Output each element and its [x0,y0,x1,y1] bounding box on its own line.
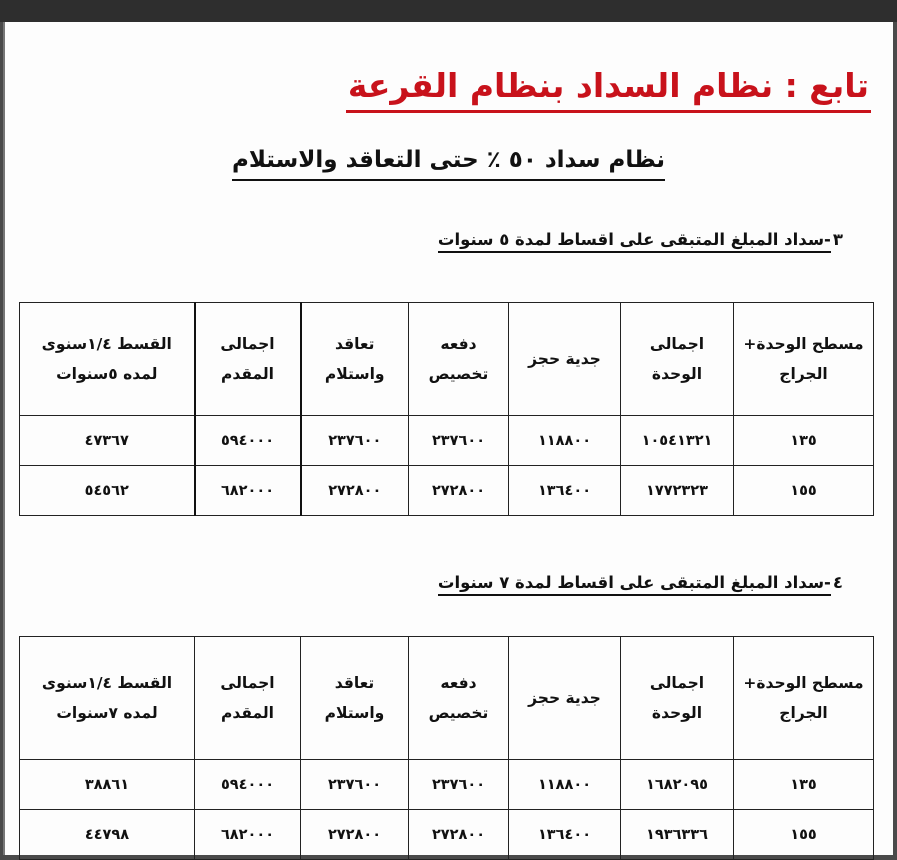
table-row [20,810,874,860]
cell-unit-total: ١٩٣٦٣٣٦ [621,810,734,860]
cell-quarterly-installment: ٥٤٥٦٢ [20,466,195,516]
cell-downpayment-total: ٦٨٢٠٠٠ [195,466,301,516]
header-contract-handover: تعاقد واستلام [301,303,409,416]
section-heading-5-years [438,228,843,252]
header-contract-handover: تعاقد واستلام [301,637,409,760]
cell-unit-total: ١٦٨٢٠٩٥ [621,760,734,810]
cell-area: ١٥٥ [734,810,874,860]
cell-allocation-payment: ٢٣٧٦٠٠ [409,760,509,810]
cell-booking-deposit: ١١٨٨٠٠ [509,416,621,466]
table-row [20,416,874,466]
header-area: مسطح الوحدة+ الجراج [734,637,874,760]
cell-area: ١٣٥ [734,416,874,466]
cell-contract-handover: ٢٧٢٨٠٠ [301,810,409,860]
cell-allocation-payment: ٢٧٢٨٠٠ [409,810,509,860]
cell-downpayment-total: ٦٨٢٠٠٠ [195,810,301,860]
header-booking-deposit: جدية حجز [509,637,621,760]
cell-quarterly-installment: ٤٤٧٩٨ [20,810,195,860]
header-unit-total: اجمالى الوحدة [621,637,734,760]
cell-downpayment-total: ٥٩٤٠٠٠ [195,416,301,466]
cell-allocation-payment: ٢٧٢٨٠٠ [409,466,509,516]
header-area: مسطح الوحدة+ الجراج [734,303,874,416]
cell-unit-total: ١٧٧٢٣٢٣ [621,466,734,516]
cell-unit-total: ١٠٥٤١٣٢١ [621,416,734,466]
cell-allocation-payment: ٢٣٧٦٠٠ [409,416,509,466]
section-heading-text: -سداد المبلغ المتبقى على اقساط لمدة ٥ سنوات [438,230,831,253]
cell-downpayment-total: ٥٩٤٠٠٠ [195,760,301,810]
section-number: ٤ [832,573,843,592]
section-heading-7-years [438,571,843,595]
cell-quarterly-installment: ٣٨٨٦١ [20,760,195,810]
table-header-row [20,303,874,416]
cell-booking-deposit: ١٣٦٤٠٠ [509,810,621,860]
page-subtitle: نظام سداد ٥٠ ٪ حتى التعاقد والاستلام [232,144,665,181]
cell-contract-handover: ٢٣٧٦٠٠ [301,416,409,466]
cell-booking-deposit: ١١٨٨٠٠ [509,760,621,810]
header-downpayment-total: اجمالى المقدم [195,637,301,760]
section-heading-text: -سداد المبلغ المتبقى على اقساط لمدة ٧ سنوات [438,573,831,596]
top-edge [0,0,897,22]
section-number: ٣ [832,230,843,249]
header-unit-total: اجمالى الوحدة [621,303,734,416]
header-quarterly-installment: القسط ١/٤سنوى لمده ٥سنوات [20,303,195,416]
page-title: تابع : نظام السداد بنظام القرعة [346,64,871,113]
header-booking-deposit: جدية حجز [509,303,621,416]
header-quarterly-installment: القسط ١/٤سنوى لمده ٧سنوات [20,637,195,760]
table-header-row [20,637,874,760]
installments-table-7-years [19,636,874,860]
header-downpayment-total: اجمالى المقدم [195,303,301,416]
header-allocation-payment: دفعه تخصيص [409,303,509,416]
cell-contract-handover: ٢٣٧٦٠٠ [301,760,409,810]
document-page [3,22,893,855]
table-row [20,466,874,516]
cell-contract-handover: ٢٧٢٨٠٠ [301,466,409,516]
header-allocation-payment: دفعه تخصيص [409,637,509,760]
cell-booking-deposit: ١٣٦٤٠٠ [509,466,621,516]
cell-area: ١٣٥ [734,760,874,810]
installments-table-5-years [19,302,874,516]
cell-quarterly-installment: ٤٧٣٦٧ [20,416,195,466]
cell-area: ١٥٥ [734,466,874,516]
table-row [20,760,874,810]
